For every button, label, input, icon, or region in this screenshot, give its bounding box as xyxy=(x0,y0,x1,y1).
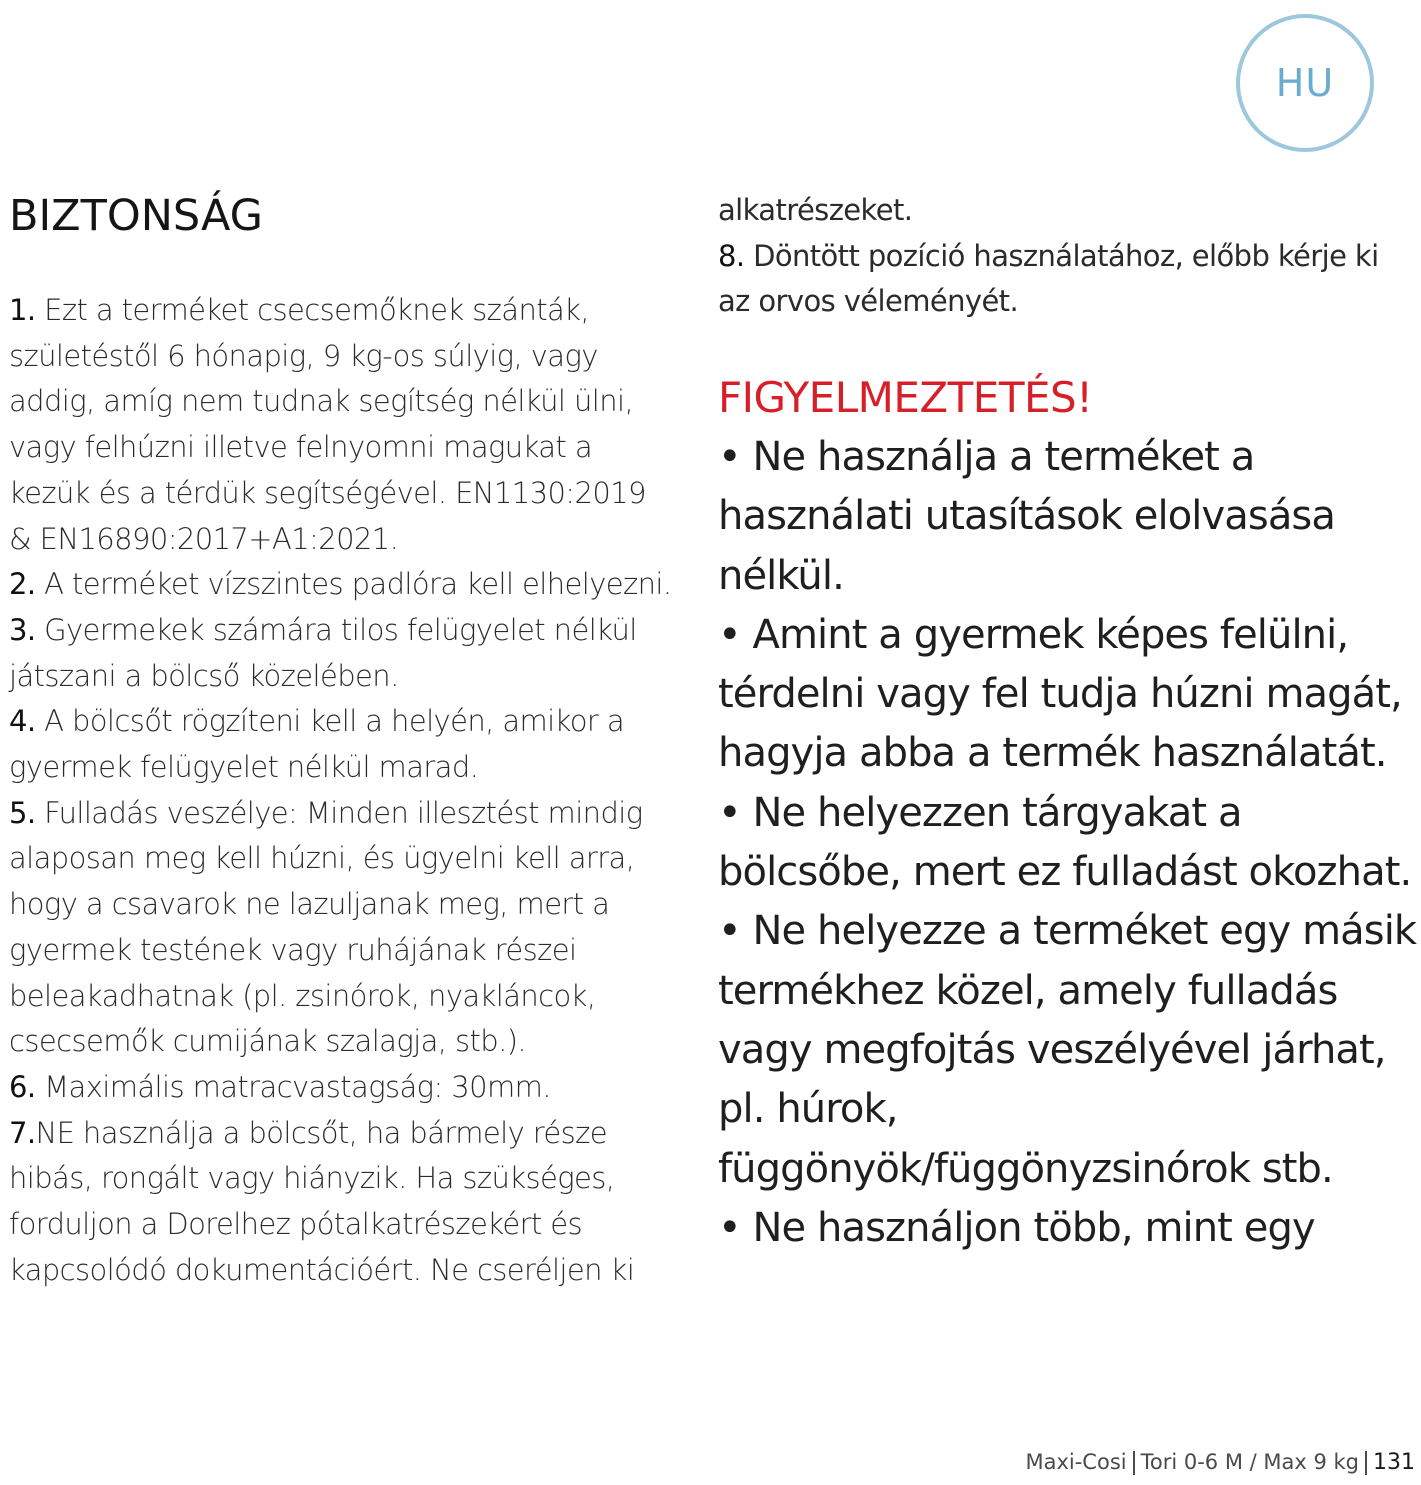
item-number: 8. xyxy=(718,238,745,273)
item-text: Ezt a terméket csecsemőknek szánták, születéstől 6 hónapig, 9 kg-os súlyig, vagy addig, amíg nem tudnak segítség nélkül ülni, vagy felhúzni illetve felnyomni magukat a kezük és a térdük segítségével. EN1130:2019 & EN16890:2017+A1:2021. xyxy=(9,293,646,556)
warning-item-2: • Amint a gyermek képes felülni, térdelni vagy fel tudja húzni magát, hagyja abba a termék használatát. xyxy=(718,611,1402,777)
safety-item-4 xyxy=(9,699,674,790)
safety-item-1 xyxy=(9,288,674,562)
item-number: 2. xyxy=(9,567,36,602)
warning-item-3: • Ne helyezzen tárgyakat a bölcsőbe, mert ez fulladást okozhat. xyxy=(718,789,1412,896)
safety-item-5 xyxy=(9,791,674,1065)
safety-item-6 xyxy=(9,1065,674,1111)
item-text: A bölcsőt rögzíteni kell a helyén, amikor a gyermek felügyelet nélkül marad. xyxy=(9,704,625,785)
warning-title: FIGYELMEZTETÉS! xyxy=(718,373,1093,422)
item-text: A terméket vízszintes padlóra kell elhelyezni. xyxy=(35,567,672,602)
item-number: 1. xyxy=(9,293,36,327)
safety-title: BIZTONSÁG xyxy=(9,191,263,241)
item-text: Döntött pozíció használatához, előbb kérje ki az orvos véleményét. xyxy=(718,238,1379,319)
safety-list xyxy=(9,288,674,1293)
item-text: Gyermekek számára tilos felügyelet nélkül játszani a bölcső közelében. xyxy=(9,612,637,693)
safety-item-2 xyxy=(9,562,674,608)
warning-item-1: • Ne használja a terméket a használati utasítások elolvasása nélkül. xyxy=(718,434,1335,599)
safety-item-3 xyxy=(9,608,674,699)
warning-item-5: • Ne használjon több, mint egy xyxy=(718,1204,1315,1251)
footer-brand: Maxi-Cosi xyxy=(1025,1450,1127,1474)
item-number: 3. xyxy=(9,612,36,647)
item-number: 6. xyxy=(9,1069,36,1104)
item7-continuation: alkatrészeket. xyxy=(718,193,913,227)
item-number: 4. xyxy=(9,704,36,739)
language-badge: HU xyxy=(1236,14,1374,152)
safety-continued xyxy=(718,188,1408,325)
warning-list xyxy=(718,428,1418,1258)
warning-item-4: • Ne helyezze a terméket egy másik termékhez közel, amely fulladás vagy megfojtás veszélyével járhat, pl. húrok, függönyök/függönyzsinórok stb. xyxy=(718,908,1417,1192)
footer-separator xyxy=(1365,1451,1367,1475)
item-text: Maximális matracvastagság: 30mm. xyxy=(35,1069,551,1104)
page-number: 131 xyxy=(1373,1450,1415,1475)
footer-separator xyxy=(1133,1451,1135,1475)
page-footer xyxy=(1025,1450,1415,1475)
item-text: NE használja a bölcsőt, ha bármely része hibás, rongált vagy hiányzik. Ha szükséges, forduljon a Dorelhez pótalkatrészekért és kapcsolódó dokumentációért. Ne cseréljen ki xyxy=(9,1115,635,1287)
safety-item-8 xyxy=(718,234,1408,325)
item-text: Fulladás veszélye: Minden illesztést mindig alaposan meg kell húzni, és ügyelni kell arra, hogy a csavarok ne lazuljanak meg, mert a gyermek testének vagy ruhájának részei beleakadhatnak (pl. zsinórok, nyakláncok, csecsemők cumijának szalagja, stb.). xyxy=(9,795,643,1059)
item-number: 7. xyxy=(9,1115,36,1150)
safety-item-7 xyxy=(9,1111,674,1294)
footer-product: Tori 0-6 M / Max 9 kg xyxy=(1140,1450,1359,1474)
item-number: 5. xyxy=(9,795,36,830)
